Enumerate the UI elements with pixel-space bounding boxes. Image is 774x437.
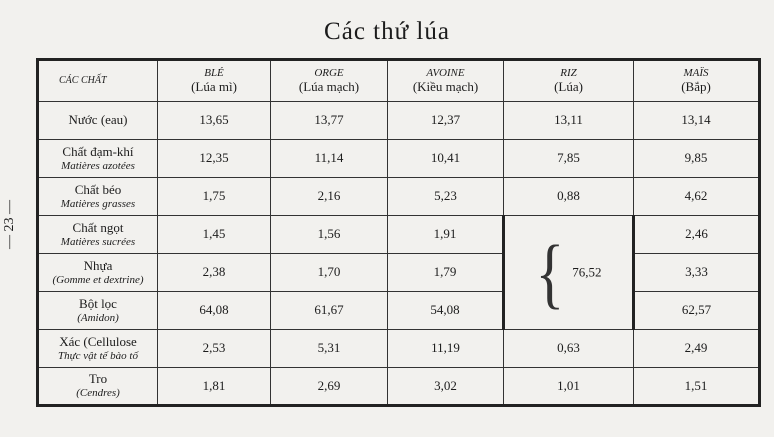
table-cell: 3,02 bbox=[388, 368, 504, 406]
table-row bbox=[38, 368, 760, 406]
table-cell: 9,85 bbox=[634, 140, 760, 178]
table-cell: 1,01 bbox=[504, 368, 634, 406]
header-orge bbox=[271, 60, 388, 102]
row-label bbox=[38, 140, 158, 178]
table-cell: 13,14 bbox=[634, 102, 760, 140]
table-cell: 0,88 bbox=[504, 178, 634, 216]
table-row bbox=[38, 102, 760, 140]
row-label-vn: Xác (Cellulose bbox=[59, 333, 137, 349]
page-title: Các thứ lúa bbox=[324, 18, 450, 45]
table-cell: 1,79 bbox=[388, 254, 504, 292]
row-label bbox=[38, 254, 158, 292]
header-fr: MAÏS bbox=[683, 67, 709, 80]
table-cell: 10,41 bbox=[388, 140, 504, 178]
riz-merged-value: 76,52 bbox=[572, 264, 602, 280]
row-label-vn: Tro bbox=[88, 371, 108, 387]
table-cell: 11,19 bbox=[388, 330, 504, 368]
table-row bbox=[38, 140, 760, 178]
row-label-fr: Matières grasses bbox=[60, 197, 136, 210]
header-ble bbox=[158, 60, 271, 102]
riz-merged-cell bbox=[504, 216, 634, 330]
header-vn: (Lúa mì) bbox=[191, 78, 237, 94]
row-label-fr: (Amidon) bbox=[77, 311, 119, 324]
row-label-vn: Nước (eau) bbox=[68, 112, 128, 128]
row-label-fr: Thực vật tế bào tố bbox=[58, 349, 138, 362]
table-cell: 5,23 bbox=[388, 178, 504, 216]
table-cell: 2,38 bbox=[158, 254, 271, 292]
table-header-row bbox=[38, 60, 760, 102]
header-vn: (Lúa) bbox=[554, 78, 583, 94]
table-cell: 12,37 bbox=[388, 102, 504, 140]
table-cell: 1,91 bbox=[388, 216, 504, 254]
header-fr: AVOINE bbox=[426, 67, 465, 80]
row-label-vn: Chất béo bbox=[74, 181, 122, 197]
table-cell: 0,63 bbox=[504, 330, 634, 368]
grain-composition-table bbox=[36, 58, 761, 407]
table-cell: 13,77 bbox=[271, 102, 388, 140]
row-label-fr: (Cendres) bbox=[76, 387, 120, 400]
table-cell: 12,35 bbox=[158, 140, 271, 178]
row-label bbox=[38, 292, 158, 330]
row-label-fr: (Gomme et dextrine) bbox=[52, 273, 144, 286]
table-cell: 1,70 bbox=[271, 254, 388, 292]
header-fr: ORGE bbox=[314, 67, 344, 80]
table-cell: 2,16 bbox=[271, 178, 388, 216]
table-cell: 2,53 bbox=[158, 330, 271, 368]
header-fr: BLÉ bbox=[204, 67, 224, 80]
row-label bbox=[38, 178, 158, 216]
table-cell: 61,67 bbox=[271, 292, 388, 330]
row-label-vn: Nhựa bbox=[83, 257, 113, 273]
header-avoine bbox=[388, 60, 504, 102]
row-label-vn: Chất đạm-khí bbox=[62, 143, 134, 159]
page-number: — 23 — bbox=[2, 200, 17, 249]
table-cell: 13,65 bbox=[158, 102, 271, 140]
header-fr: RIZ bbox=[560, 67, 577, 80]
table-cell: 2,49 bbox=[634, 330, 760, 368]
table-row bbox=[38, 178, 760, 216]
row-label-vn: Bột lọc bbox=[79, 295, 117, 311]
table-cell: 62,57 bbox=[634, 292, 760, 330]
table-cell: 7,85 bbox=[504, 140, 634, 178]
row-label-vn: Chất ngọt bbox=[72, 219, 124, 235]
table-row bbox=[38, 216, 760, 254]
table-cell: 1,81 bbox=[158, 368, 271, 406]
table-cell: 11,14 bbox=[271, 140, 388, 178]
table-cell: 4,62 bbox=[634, 178, 760, 216]
table-cell: 13,11 bbox=[504, 102, 634, 140]
header-corner: CÁC CHẤT bbox=[38, 60, 158, 102]
table-row bbox=[38, 330, 760, 368]
table-cell: 1,45 bbox=[158, 216, 271, 254]
table-cell: 3,33 bbox=[634, 254, 760, 292]
table-cell: 1,75 bbox=[158, 178, 271, 216]
row-label bbox=[38, 216, 158, 254]
table-cell: 54,08 bbox=[388, 292, 504, 330]
row-label bbox=[38, 102, 158, 140]
brace-icon: { bbox=[535, 229, 565, 316]
table-cell: 64,08 bbox=[158, 292, 271, 330]
header-riz bbox=[504, 60, 634, 102]
header-vn: (Lúa mạch) bbox=[298, 78, 360, 94]
header-vn: (Bắp) bbox=[681, 78, 711, 94]
row-label-fr: Matières sucrées bbox=[60, 235, 136, 248]
table-row bbox=[38, 292, 760, 330]
table-cell: 1,56 bbox=[271, 216, 388, 254]
table-cell: 1,51 bbox=[634, 368, 760, 406]
table-cell: 2,46 bbox=[634, 216, 760, 254]
table-cell: 5,31 bbox=[271, 330, 388, 368]
row-label bbox=[38, 368, 158, 406]
header-vn: (Kiều mạch) bbox=[412, 78, 479, 94]
table-cell: 2,69 bbox=[271, 368, 388, 406]
row-label bbox=[38, 330, 158, 368]
header-mais bbox=[634, 60, 760, 102]
row-label-fr: Matières azotées bbox=[61, 159, 135, 172]
table-row bbox=[38, 254, 760, 292]
